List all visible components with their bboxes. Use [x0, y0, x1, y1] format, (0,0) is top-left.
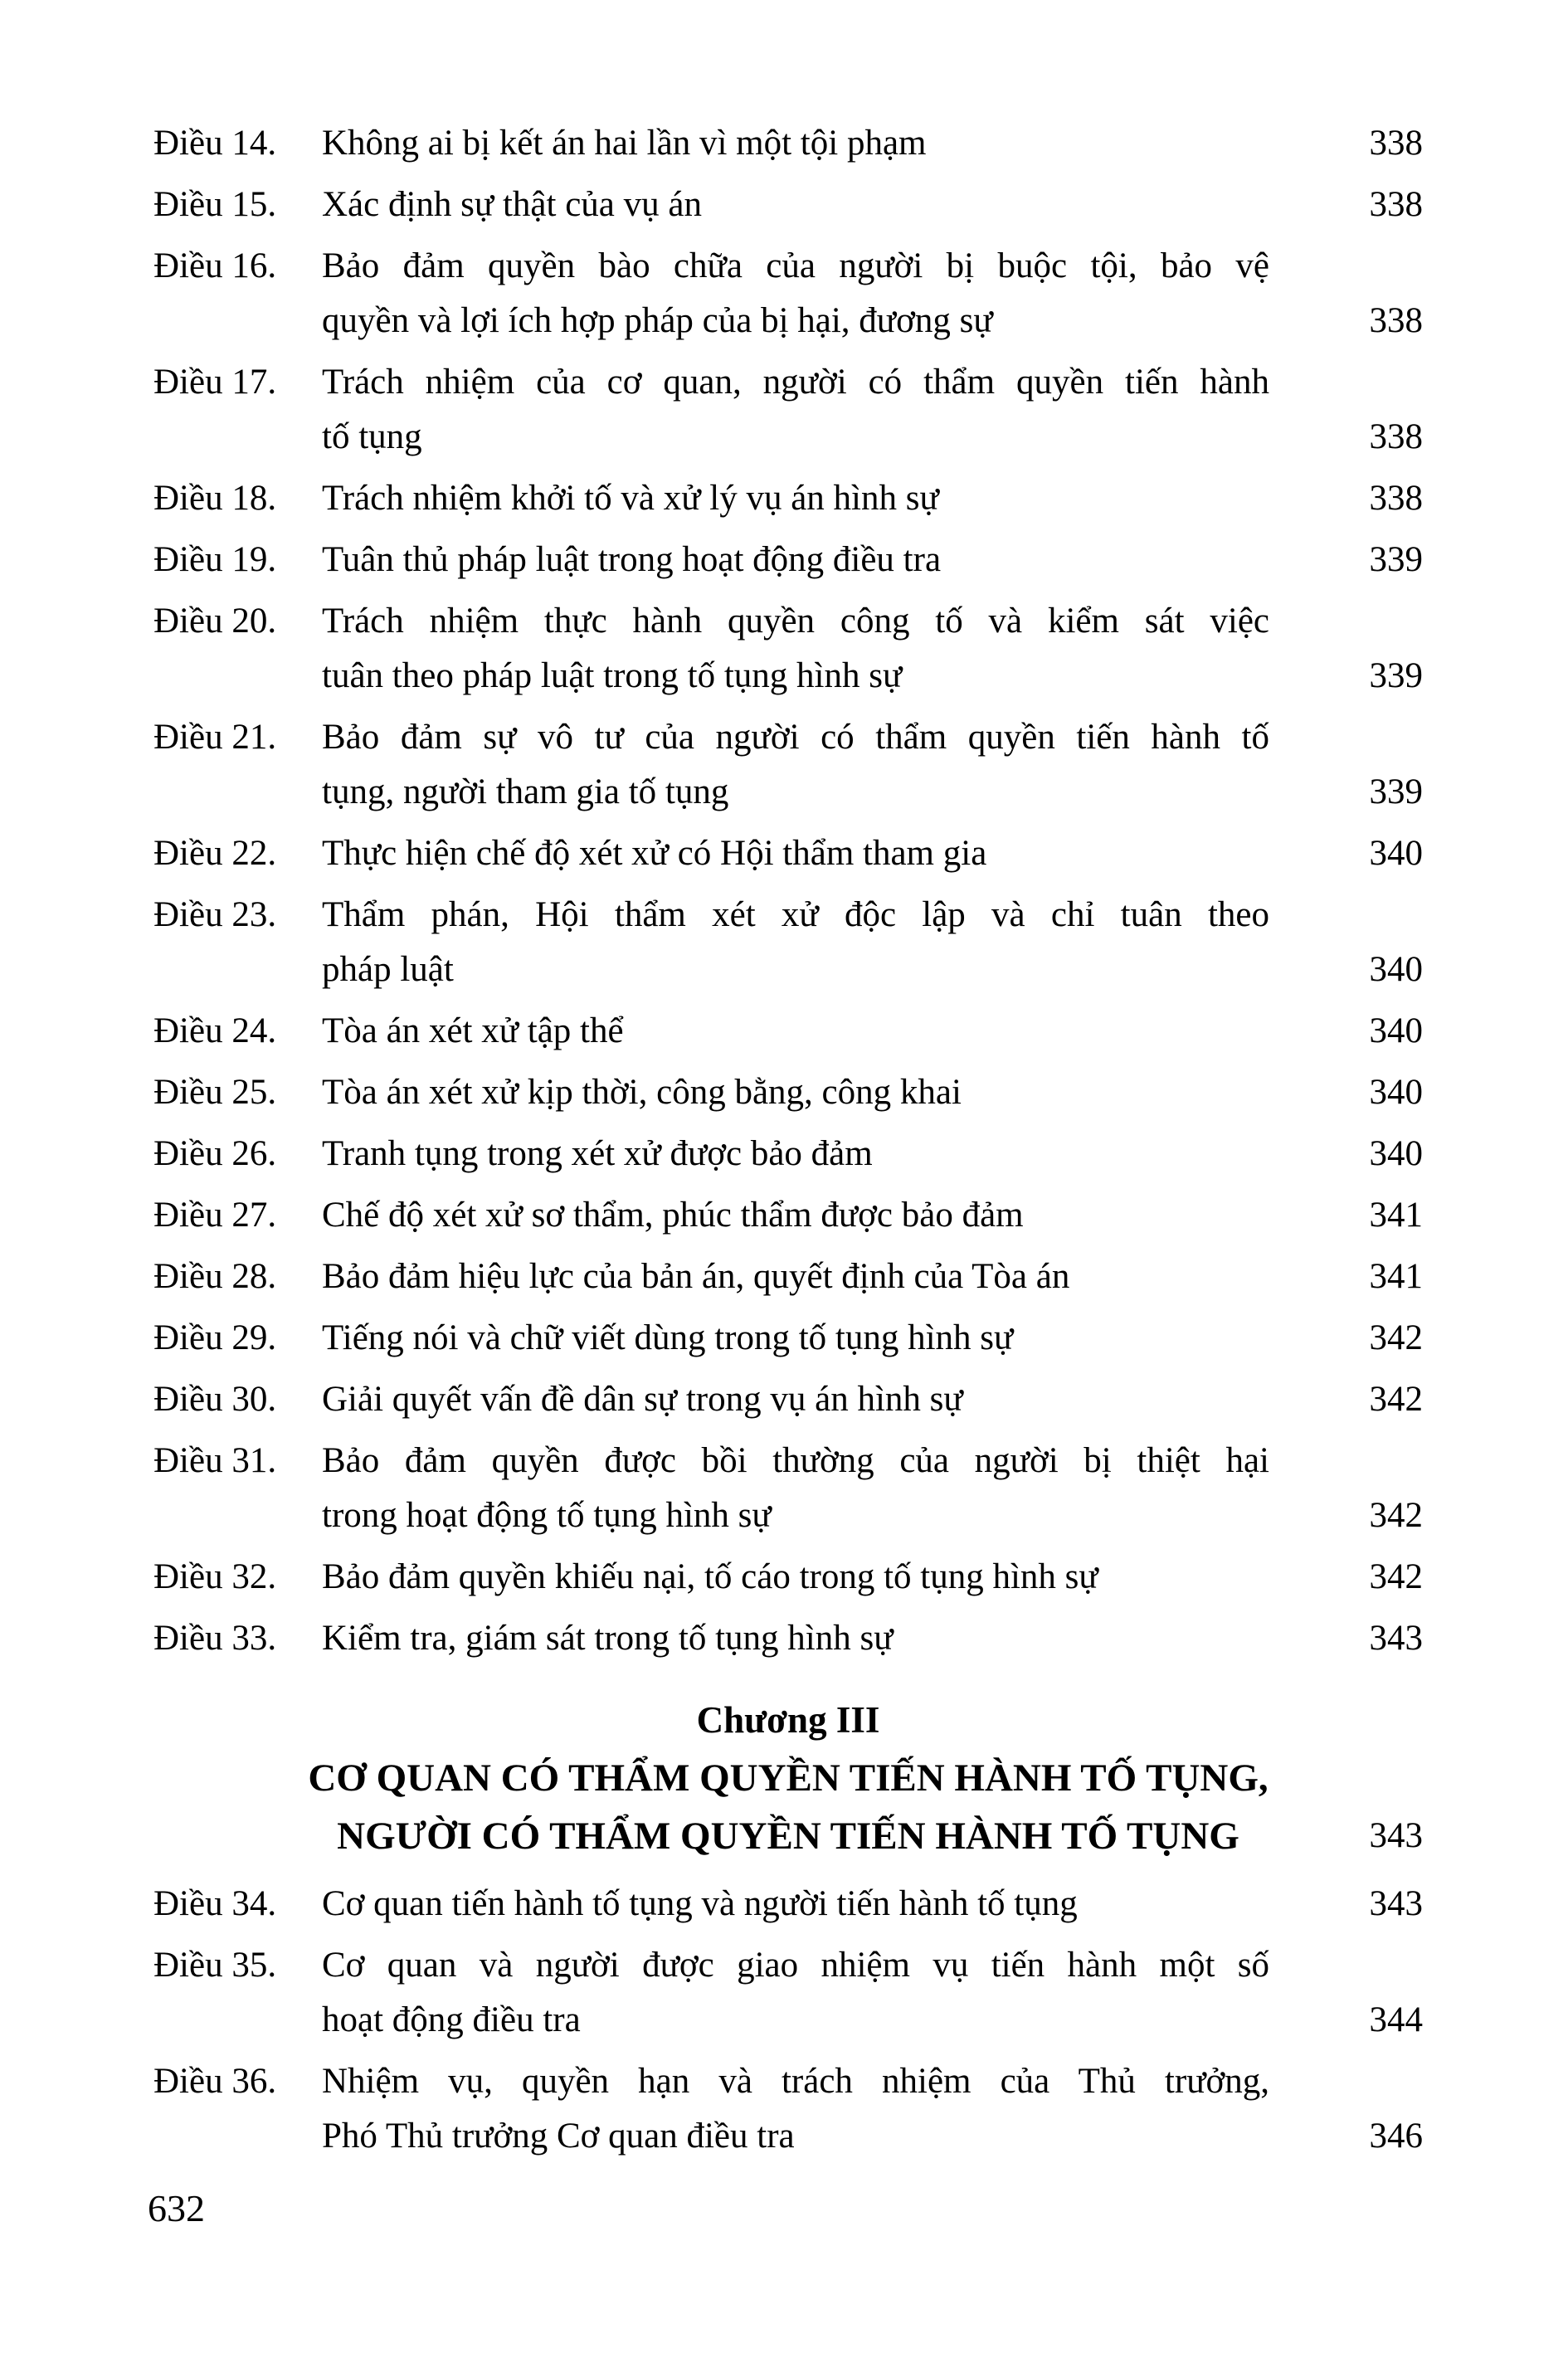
toc-entry [153, 710, 1423, 820]
article-title-line: Trách nhiệm thực hành quyền công tố và kiểm sát việc [322, 602, 1269, 641]
article-page-number: 339 [1369, 656, 1423, 695]
article-page-number: 338 [1369, 417, 1423, 456]
page-number-footer: 632 [148, 2187, 205, 2229]
article-title-line: Bảo đảm hiệu lực của bản án, quyết định của Tòa án [322, 1257, 1070, 1296]
chapter-page-number: 343 [1369, 1816, 1423, 1855]
article-page-number: 338 [1369, 301, 1423, 340]
article-title [322, 1311, 1269, 1366]
toc-entry [153, 1188, 1423, 1243]
chapter-title-line: CƠ QUAN CÓ THẨM QUYỀN TIẾN HÀNH TỐ TỤNG, [308, 1756, 1269, 1800]
article-title-line: Nhiệm vụ, quyền hạn và trách nhiệm của Thủ trưởng, [322, 2062, 1269, 2101]
toc-entry [153, 1004, 1423, 1059]
article-label: Điều 15. [153, 185, 277, 224]
article-title [322, 533, 1269, 587]
article-title [322, 1004, 1269, 1059]
article-title [322, 594, 1269, 704]
article-title [322, 471, 1269, 526]
article-title-line: Trách nhiệm khởi tố và xử lý vụ án hình sự [322, 479, 939, 518]
article-page-number: 346 [1369, 2117, 1423, 2156]
toc-entry [153, 1550, 1423, 1605]
article-title-line: Cơ quan tiến hành tố tụng và người tiến hành tố tụng [322, 1884, 1078, 1923]
article-page-number: 343 [1369, 1619, 1423, 1658]
article-label: Điều 33. [153, 1619, 277, 1658]
article-title-line: Tòa án xét xử tập thể [322, 1011, 624, 1050]
toc-entry [153, 1434, 1423, 1543]
toc-entry [153, 826, 1423, 881]
article-title-line: Bảo đảm quyền khiếu nại, tố cáo trong tố tụng hình sự [322, 1557, 1098, 1596]
article-title-line: pháp luật [322, 950, 454, 989]
toc-entry [153, 533, 1423, 587]
article-label: Điều 31. [153, 1441, 277, 1480]
article-label: Điều 35. [153, 1946, 277, 1985]
article-title-line: Tòa án xét xử kịp thời, công bằng, công khai [322, 1073, 962, 1112]
article-label: Điều 30. [153, 1380, 277, 1419]
article-title [322, 1188, 1269, 1243]
toc-entry [153, 1065, 1423, 1120]
article-title [322, 1550, 1269, 1605]
toc-entry [153, 1311, 1423, 1366]
article-page-number: 340 [1369, 1134, 1423, 1173]
toc-entry [153, 1372, 1423, 1427]
article-page-number: 340 [1369, 1011, 1423, 1050]
toc-entry [153, 1611, 1423, 1666]
article-title-line: quyền và lợi ích hợp pháp của bị hại, đương sự [322, 301, 993, 340]
article-title [322, 1434, 1269, 1543]
article-title-line: Phó Thủ trưởng Cơ quan điều tra [322, 2117, 795, 2156]
article-label: Điều 27. [153, 1196, 277, 1235]
article-title-line: Thẩm phán, Hội thẩm xét xử độc lập và chỉ tuân theo [322, 895, 1269, 934]
article-label: Điều 32. [153, 1557, 277, 1596]
article-title-line: Trách nhiệm của cơ quan, người có thẩm quyền tiến hành [322, 363, 1269, 402]
article-title-line: Bảo đảm sự vô tư của người có thẩm quyền tiến hành tố [322, 718, 1269, 757]
article-page-number: 338 [1369, 185, 1423, 224]
article-label: Điều 26. [153, 1134, 277, 1173]
article-label: Điều 20. [153, 602, 277, 641]
article-title [322, 178, 1269, 232]
article-title-line: trong hoạt động tố tụng hình sự [322, 1496, 772, 1535]
toc-entry [153, 888, 1423, 997]
toc-list [153, 116, 1423, 2170]
article-label: Điều 34. [153, 1884, 277, 1923]
article-title [322, 1250, 1269, 1304]
article-label: Điều 21. [153, 718, 277, 757]
article-title [322, 888, 1269, 997]
article-title-line: Tuân thủ pháp luật trong hoạt động điều tra [322, 540, 942, 579]
article-title-line: hoạt động điều tra [322, 2000, 581, 2039]
toc-entry [153, 2054, 1423, 2164]
article-title [322, 355, 1269, 465]
article-title-line: Giải quyết vấn đề dân sự trong vụ án hình sự [322, 1380, 963, 1419]
article-title [322, 710, 1269, 820]
toc-entry [153, 178, 1423, 232]
article-page-number: 342 [1369, 1380, 1423, 1419]
article-title-line: tuân theo pháp luật trong tố tụng hình sự [322, 656, 903, 695]
toc-entry [153, 1877, 1423, 1932]
article-title-line: Chế độ xét xử sơ thẩm, phúc thẩm được bảo đảm [322, 1196, 1024, 1235]
article-label: Điều 22. [153, 834, 277, 873]
article-page-number: 339 [1369, 540, 1423, 579]
article-title [322, 1877, 1269, 1932]
chapter-heading [153, 1691, 1423, 1865]
article-page-number: 341 [1369, 1196, 1423, 1235]
article-label: Điều 25. [153, 1073, 277, 1112]
article-label: Điều 14. [153, 124, 277, 163]
toc-entry [153, 1250, 1423, 1304]
article-title-line: tố tụng [322, 417, 422, 456]
chapter-number: Chương III [696, 1699, 880, 1741]
article-title [322, 1065, 1269, 1120]
article-title-line: Thực hiện chế độ xét xử có Hội thẩm tham gia [322, 834, 987, 873]
article-label: Điều 19. [153, 540, 277, 579]
article-title-line: tụng, người tham gia tố tụng [322, 772, 729, 811]
article-page-number: 338 [1369, 124, 1423, 163]
article-label: Điều 29. [153, 1318, 277, 1357]
article-title-line: Cơ quan và người được giao nhiệm vụ tiến hành một số [322, 1946, 1269, 1985]
toc-entry [153, 1938, 1423, 2048]
article-page-number: 342 [1369, 1557, 1423, 1596]
toc-entry [153, 1127, 1423, 1181]
article-title-line: Không ai bị kết án hai lần vì một tội phạm [322, 124, 927, 163]
article-label: Điều 28. [153, 1257, 277, 1296]
toc-entry [153, 355, 1423, 465]
article-page-number: 342 [1369, 1318, 1423, 1357]
chapter-title-text: NGƯỜI CÓ THẨM QUYỀN TIẾN HÀNH TỐ TỤNG [337, 1815, 1239, 1858]
article-label: Điều 17. [153, 363, 277, 402]
article-page-number: 340 [1369, 834, 1423, 873]
article-title-line: Bảo đảm quyền được bồi thường của người bị thiệt hại [322, 1441, 1269, 1480]
article-title [322, 116, 1269, 171]
toc-entry [153, 239, 1423, 348]
article-page-number: 344 [1369, 2000, 1423, 2039]
article-title-line: Kiểm tra, giám sát trong tố tụng hình sự [322, 1619, 894, 1658]
article-page-number: 338 [1369, 479, 1423, 518]
article-page-number: 342 [1369, 1496, 1423, 1535]
article-page-number: 340 [1369, 1073, 1423, 1112]
toc-entry [153, 471, 1423, 526]
article-title-line: Tiếng nói và chữ viết dùng trong tố tụng hình sự [322, 1318, 1014, 1357]
article-page-number: 343 [1369, 1884, 1423, 1923]
toc-entry [153, 594, 1423, 704]
article-title [322, 2054, 1269, 2164]
chapter-title-line [153, 1807, 1423, 1865]
article-title-line: Tranh tụng trong xét xử được bảo đảm [322, 1134, 873, 1173]
article-title [322, 1611, 1269, 1666]
article-label: Điều 24. [153, 1011, 277, 1050]
article-title-line: Bảo đảm quyền bào chữa của người bị buộc tội, bảo vệ [322, 246, 1269, 285]
article-title [322, 1938, 1269, 2048]
article-title [322, 826, 1269, 881]
article-page-number: 340 [1369, 950, 1423, 989]
article-label: Điều 23. [153, 895, 277, 934]
toc-entry [153, 116, 1423, 171]
article-title-line: Xác định sự thật của vụ án [322, 185, 702, 224]
article-title [322, 1127, 1269, 1181]
article-label: Điều 18. [153, 479, 277, 518]
article-title [322, 1372, 1269, 1427]
article-title [322, 239, 1269, 348]
article-label: Điều 36. [153, 2062, 277, 2101]
article-page-number: 339 [1369, 772, 1423, 811]
article-page-number: 341 [1369, 1257, 1423, 1296]
article-label: Điều 16. [153, 246, 277, 285]
